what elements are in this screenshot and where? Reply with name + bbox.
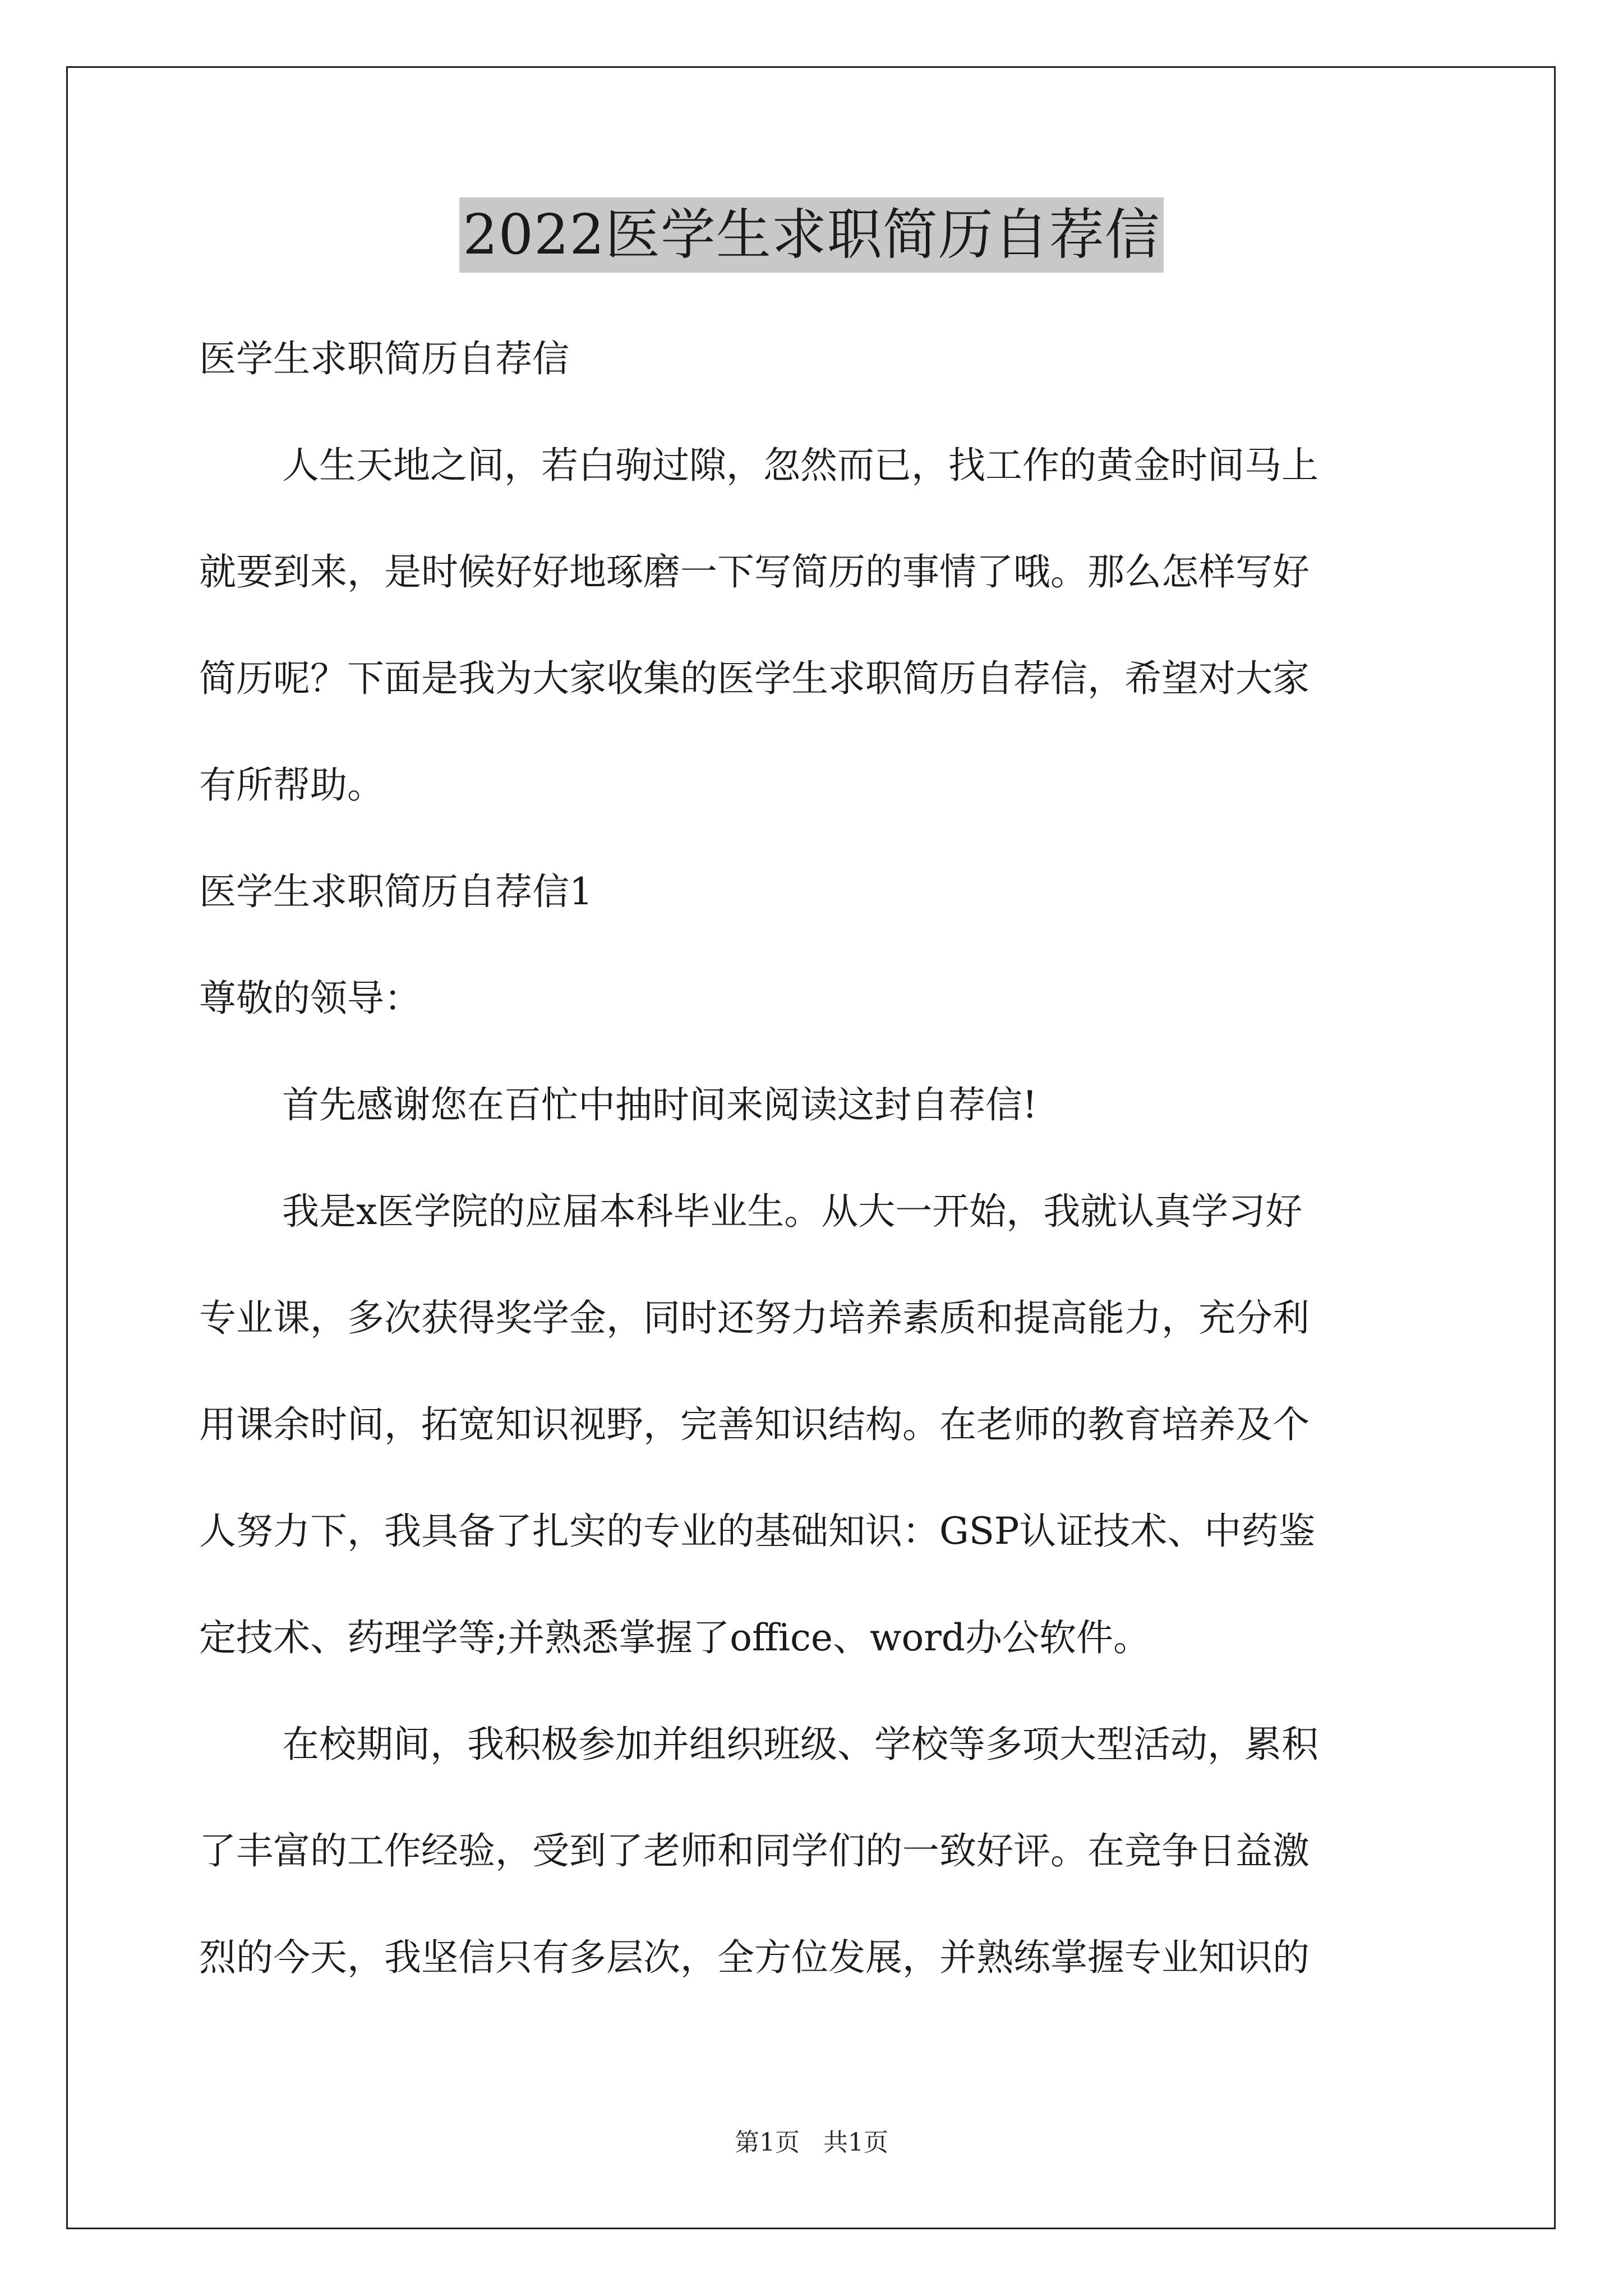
document-body (199, 306, 1433, 2011)
body-line: 医学生求职简历自荐信 (199, 337, 569, 380)
body-line: 医学生求职简历自荐信1 (199, 870, 593, 913)
body-line: 用课余时间，拓宽知识视野，完善知识结构。在老师的教育培养及个 (199, 1403, 1310, 1446)
body-line: 专业课，多次获得奖学金，同时还努力培养素质和提高能力，充分利 (199, 1296, 1310, 1340)
body-line: 我是x医学院的应届本科毕业生。从大一开始，我就认真学习好 (282, 1190, 1303, 1233)
body-line: 在校期间，我积极参加并组织班级、学校等多项大型活动，累积 (282, 1723, 1318, 1766)
body-line: 简历呢？下面是我为大家收集的医学生求职简历自荐信，希望对大家 (199, 657, 1310, 700)
body-line: 了丰富的工作经验，受到了老师和同学们的一致好评。在竞争日益激 (199, 1829, 1310, 1872)
document-title: 2022医学生求职简历自荐信 (459, 197, 1163, 273)
body-line: 有所帮助。 (199, 763, 384, 807)
body-line: 尊敬的领导： (199, 977, 421, 1020)
body-line: 烈的今天，我坚信只有多层次，全方位发展，并熟练掌握专业知识的 (199, 1936, 1310, 1979)
page-footer: 第1页 共1页 (735, 2128, 888, 2157)
body-line: 就要到来，是时候好好地琢磨一下写简历的事情了哦。那么怎样写好 (199, 550, 1310, 593)
body-line: 人努力下，我具备了扎实的专业的基础知识：GSP认证技术、中药鉴 (199, 1510, 1316, 1553)
body-line: 定技术、药理学等;并熟悉掌握了office、word办公软件。 (199, 1616, 1151, 1659)
body-line: 首先感谢您在百忙中抽时间来阅读这封自荐信! (282, 1083, 1038, 1126)
body-line: 人生天地之间，若白驹过隙，忽然而已，找工作的黄金时间马上 (282, 444, 1318, 487)
title-wrapper (0, 197, 1623, 273)
